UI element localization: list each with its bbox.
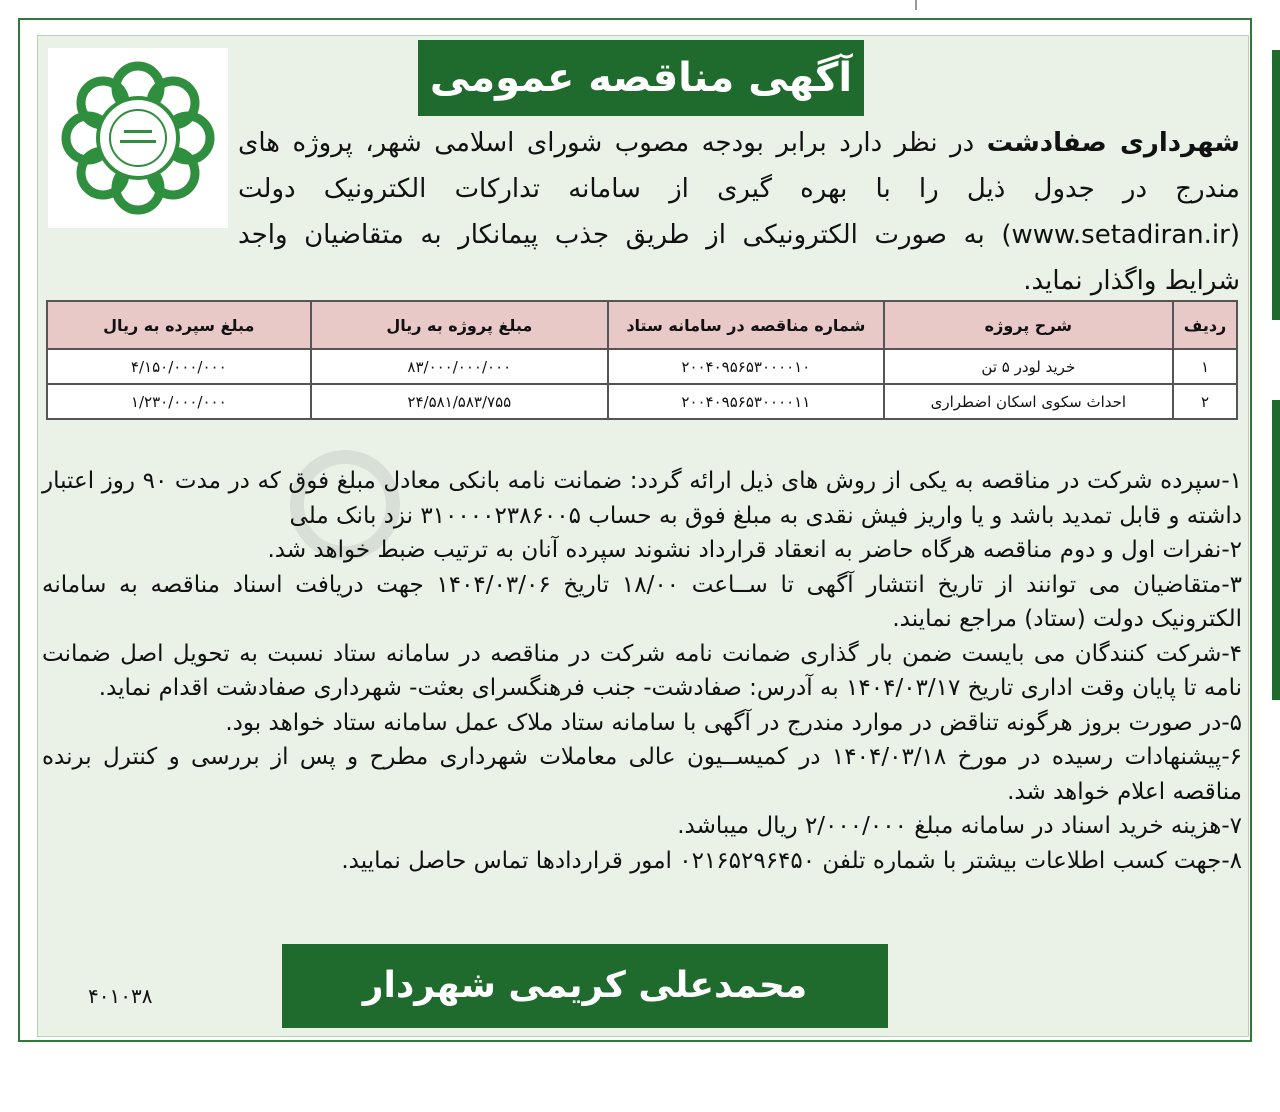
condition-item: ۳-متقاضیان می توانند از تاریخ انتشار آگهی تا ســاعت ۱۸/۰۰ تاریخ ۱۴۰۴/۰۳/۰۶ جهت دریافت اسناد مناقصه به سامانه الکترونیک دولت (ستاد) مراجع نمایند. [42,571,1242,632]
cell-tender-number: ۲۰۰۴۰۹۵۶۵۳۰۰۰۰۱۰ [608,349,884,384]
col-header-description: شرح پروژه [884,301,1173,349]
cell-deposit-amount: ۱/۲۳۰/۰۰۰/۰۰۰ [47,384,311,419]
condition-item: ۱-سپرده شرکت در مناقصه به یکی از روش های ذیل ارائه گردد: ضمانت نامه بانکی معادل مبلغ فوق که در مدت ۹۰ روز اعتبار داشته و قابل تمدید باشد و یا واریز فیش نقدی به مبلغ فوق به حساب ۳۱۰۰۰۰۲۳۸۶۰۰۵ نزد بانک ملی [42,468,1242,529]
municipality-logo [48,48,228,228]
edge-stripe [1272,50,1280,320]
intro-text-part2: ) به صورت الکترونیکی از طریق جذب پیمانکار به متقاضیان واجد شرایط واگذار نماید. [238,220,1240,296]
table-header-row [47,301,1237,349]
col-header-tender-number: شماره مناقصه در سامانه ستاد [608,301,884,349]
website-link[interactable]: www.setadiran.ir [1011,220,1230,250]
intro-text-part1: در نظر دارد برابر بودجه مصوب شورای اسلامی شهر، پروژه های مندرج در جدول ذیل را با بهره گیری از سامانه تدارکات الکترونیک دولت ( [238,128,1240,250]
col-header-project-amount: مبلغ پروژه به ریال [311,301,608,349]
tender-table [46,300,1238,420]
cell-project-amount: ۲۴/۵۸۱/۵۸۳/۷۵۵ [311,384,608,419]
col-header-deposit-amount: مبلغ سپرده به ریال [47,301,311,349]
organization-name: شهرداری صفادشت [986,128,1240,158]
cell-tender-number: ۲۰۰۴۰۹۵۶۵۳۰۰۰۰۱۱ [608,384,884,419]
condition-item: ۲-نفرات اول و دوم مناقصه هرگاه حاضر به انعقاد قرارداد نشوند سپرده آنان به ترتیب ضبط خواهد شد. [267,537,1242,563]
table-row [47,349,1237,384]
cell-row-no: ۲ [1173,384,1237,419]
municipality-star-logo-icon [48,48,228,228]
cell-project-amount: ۸۳/۰۰۰/۰۰۰/۰۰۰ [311,349,608,384]
col-header-row-no: ردیف [1173,301,1237,349]
edge-stripe [1272,400,1280,700]
signature-banner: محمدعلی کریمی شهردار صفادشت [282,944,888,1028]
condition-item: ۶-پیشنهادات رسیده در مورخ ۱۴۰۴/۰۳/۱۸ در کمیســیون عالی معاملات شهرداری مطرح و پس از بررسی و کنترل برنده مناقصه اعلام خواهد شد. [42,744,1242,805]
condition-item: ۴-شرکت کنندگان می بایست ضمن بار گذاری ضمانت نامه شرکت در مناقصه در سامانه ستاد نسبت به تحویل اصل ضمانت نامه تا پایان وقت اداری تاریخ ۱۴۰۴/۰۳/۱۷ به آدرس: صفادشت- جنب فرهنگسرای بعثت- شهرداری صفادشت اقدام نماید. [42,640,1242,701]
cell-description: خرید لودر ۵ تن [884,349,1173,384]
conditions-list [42,464,1242,878]
intro-paragraph [238,120,1240,304]
cell-row-no: ۱ [1173,349,1237,384]
condition-item: ۵-در صورت بروز هرگونه تناقض در موارد مندرج در آگهی با سامانه ستاد ملاک عمل سامانه ستاد خواهد بود. [225,709,1242,736]
table-row [47,384,1237,419]
condition-item: ۸-جهت کسب اطلاعات بیشتر با شماره تلفن ۰۲۱۶۵۲۹۶۴۵۰ امور قراردادها تماس حاصل نمایید. [341,847,1242,874]
cell-description: احداث سکوی اسکان اضطراری [884,384,1173,419]
page-edge [1272,40,1280,1050]
notice-code: ۴۰۱۰۳۸ [88,984,153,1008]
condition-item: ۷-هزینه خرید اسناد در سامانه مبلغ ۲/۰۰۰/۰۰۰ ریال میباشد. [677,813,1242,839]
cell-deposit-amount: ۴/۱۵۰/۰۰۰/۰۰۰ [47,349,311,384]
top-divider-mark [915,0,917,10]
notice-title: آگهی مناقصه عمومی [418,40,864,116]
